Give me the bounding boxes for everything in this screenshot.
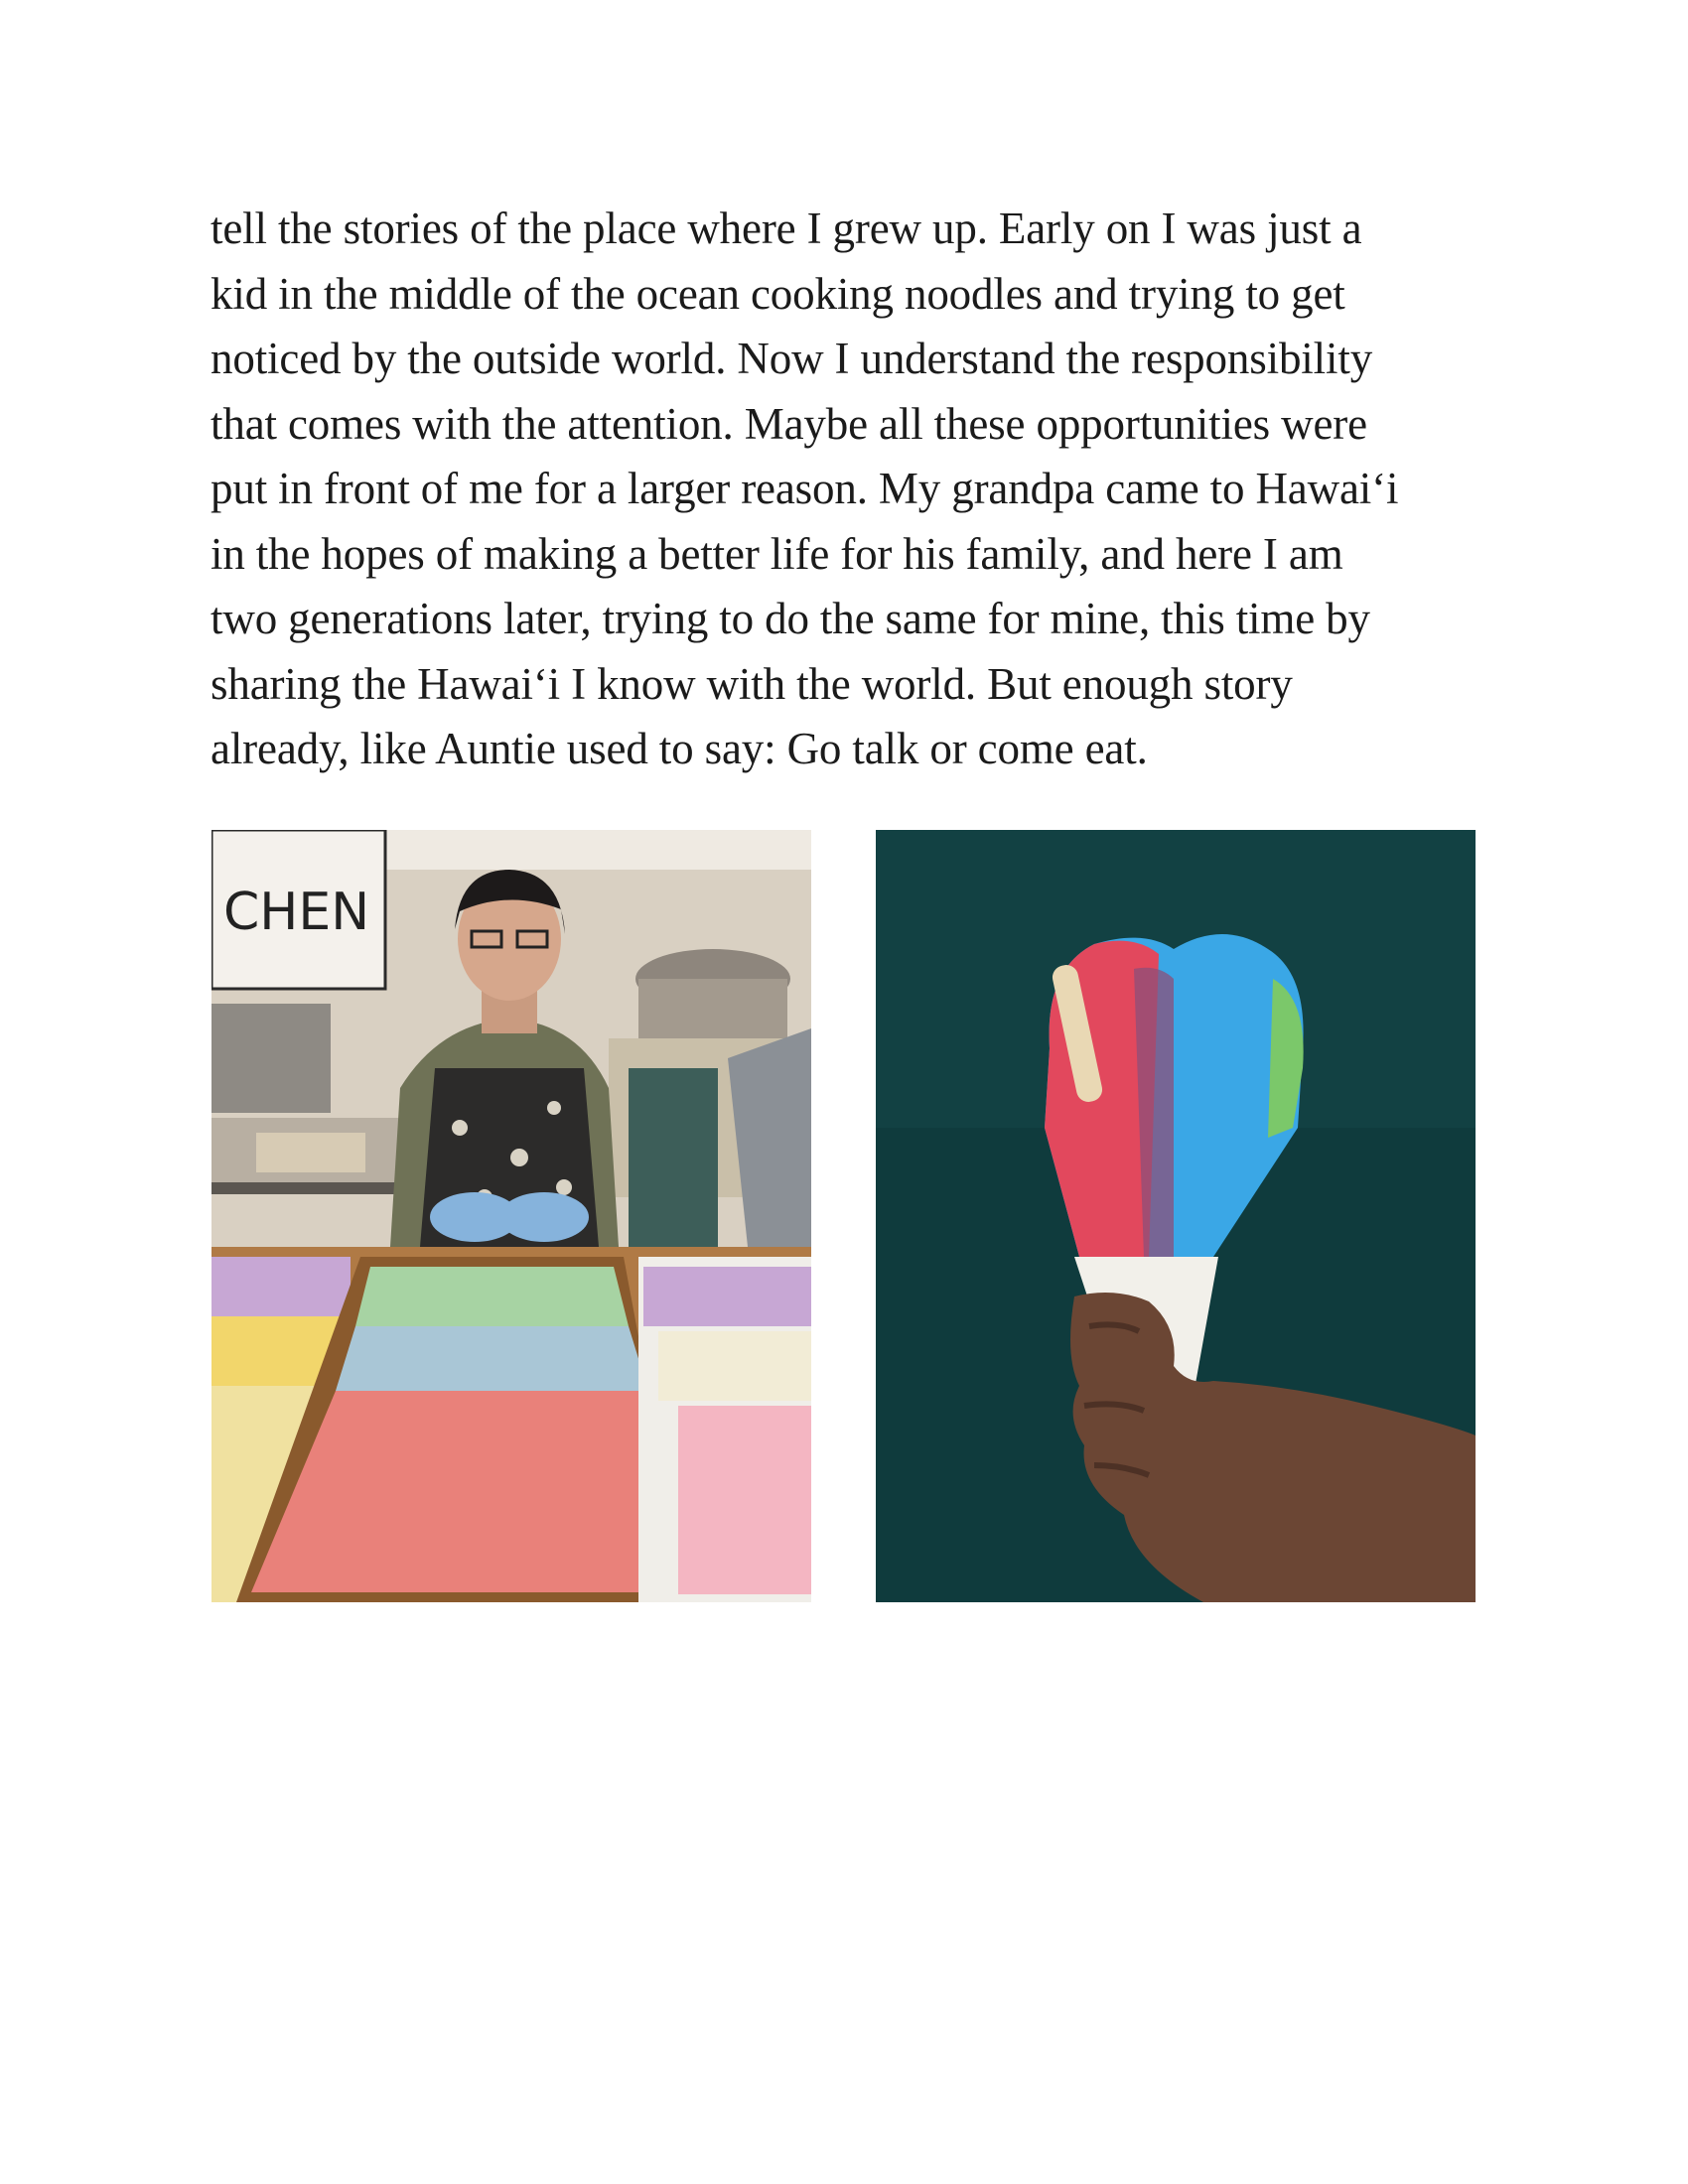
mochi-kitchen-photo: [211, 830, 811, 1602]
paragraph-line: two generations later, trying to do the same for mine, this time by: [211, 594, 1370, 643]
paragraph-line: that comes with the attention. Maybe all these opportunities were: [211, 398, 1367, 449]
paragraph-line: already, like Auntie used to say: Go talk or come eat.: [211, 724, 1148, 773]
paragraph-line: kid in the middle of the ocean cooking noodles and trying to get: [211, 268, 1345, 319]
paragraph-line: tell the stories of the place where I grew up. Early on I was just a: [211, 204, 1362, 253]
mochi-tray: [211, 1247, 811, 1602]
paragraph-line: sharing the Hawai‘i I know with the world. But enough story: [211, 658, 1293, 709]
paragraph-line: in the hopes of making a better life for his family, and here I am: [211, 528, 1343, 579]
kitchen-sign-text: CHEN: [223, 883, 370, 942]
shave-ice-photo: [876, 830, 1476, 1602]
body-paragraph: [211, 197, 1491, 782]
paragraph-line: put in front of me for a larger reason. My grandpa came to Hawai‘i: [211, 464, 1399, 513]
paragraph-line: noticed by the outside world. Now I understand the responsibility: [211, 334, 1373, 383]
